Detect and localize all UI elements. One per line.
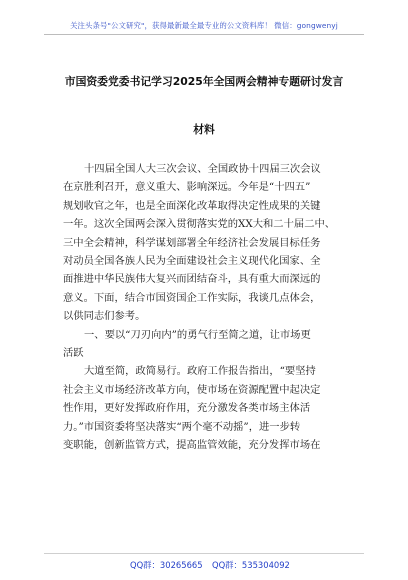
- header-divider: [44, 34, 364, 35]
- paragraph-section-1: [63, 362, 348, 454]
- document-title-continued: 材料: [193, 123, 215, 136]
- text-line: 社会主义市场经济改革方向，使市场在资源配置中起决定: [63, 383, 321, 396]
- text-line: 在京胜利召开，意义重大、影响深远。今年是“十四五”: [63, 181, 311, 194]
- text-line: 一、要以“刀刃向内”的勇气行至简之道，让市场更: [84, 328, 311, 341]
- text-line: 力。”市国资委将坚决落实“两个毫不动摇”，进一步转: [63, 420, 301, 433]
- footer-divider: [44, 553, 364, 554]
- paragraph-intro: [63, 160, 348, 326]
- text-line: 以供同志们参考。: [63, 310, 146, 323]
- text-line: 十四届全国人大三次会议、全国政协十四届三次会议: [84, 163, 321, 175]
- document-body: [63, 160, 348, 455]
- document-title: 市国资委党委书记学习2025年全国两会精神专题研讨发言: [64, 75, 344, 88]
- text-line: 活跃: [63, 347, 84, 360]
- section-heading-1: [63, 326, 348, 363]
- text-line: 一年。这次全国两会深入贯彻落实党的XX大和二十届二中、: [63, 218, 336, 231]
- footer-qq-group-2: QQ群：535304092: [212, 560, 290, 570]
- page-footer: [0, 559, 408, 573]
- text-line: 性作用，更好发挥政府作用，充分激发各类市场主体活: [63, 402, 311, 415]
- text-line: 变职能，创新监管方式，提高监管效能，充分发挥市场在: [63, 439, 321, 452]
- text-line: 面推进中华民族伟大复兴而团结奋斗，具有重大而深远的: [63, 273, 321, 286]
- text-line: 大道至简，政简易行。政府工作报告指出，“要坚持: [84, 365, 316, 378]
- text-line: 规划收官之年，也是全面深化改革取得决定性成果的关键: [63, 199, 321, 212]
- text-line: 三中全会精神，科学谋划部署全年经济社会发展目标任务: [63, 236, 321, 249]
- footer-qq-group-1: QQ群：30265665: [130, 560, 203, 570]
- text-line: 对动员全国各族人民为全面建设社会主义现代化国家、全: [63, 255, 321, 268]
- text-line: 意义。下面，结合市国资国企工作实际，我谈几点体会，: [63, 291, 321, 304]
- header-note: 关注头条号"公文研究"，获得最新最全最专业的公文资料库！ 微信：gongwenyj: [70, 21, 338, 30]
